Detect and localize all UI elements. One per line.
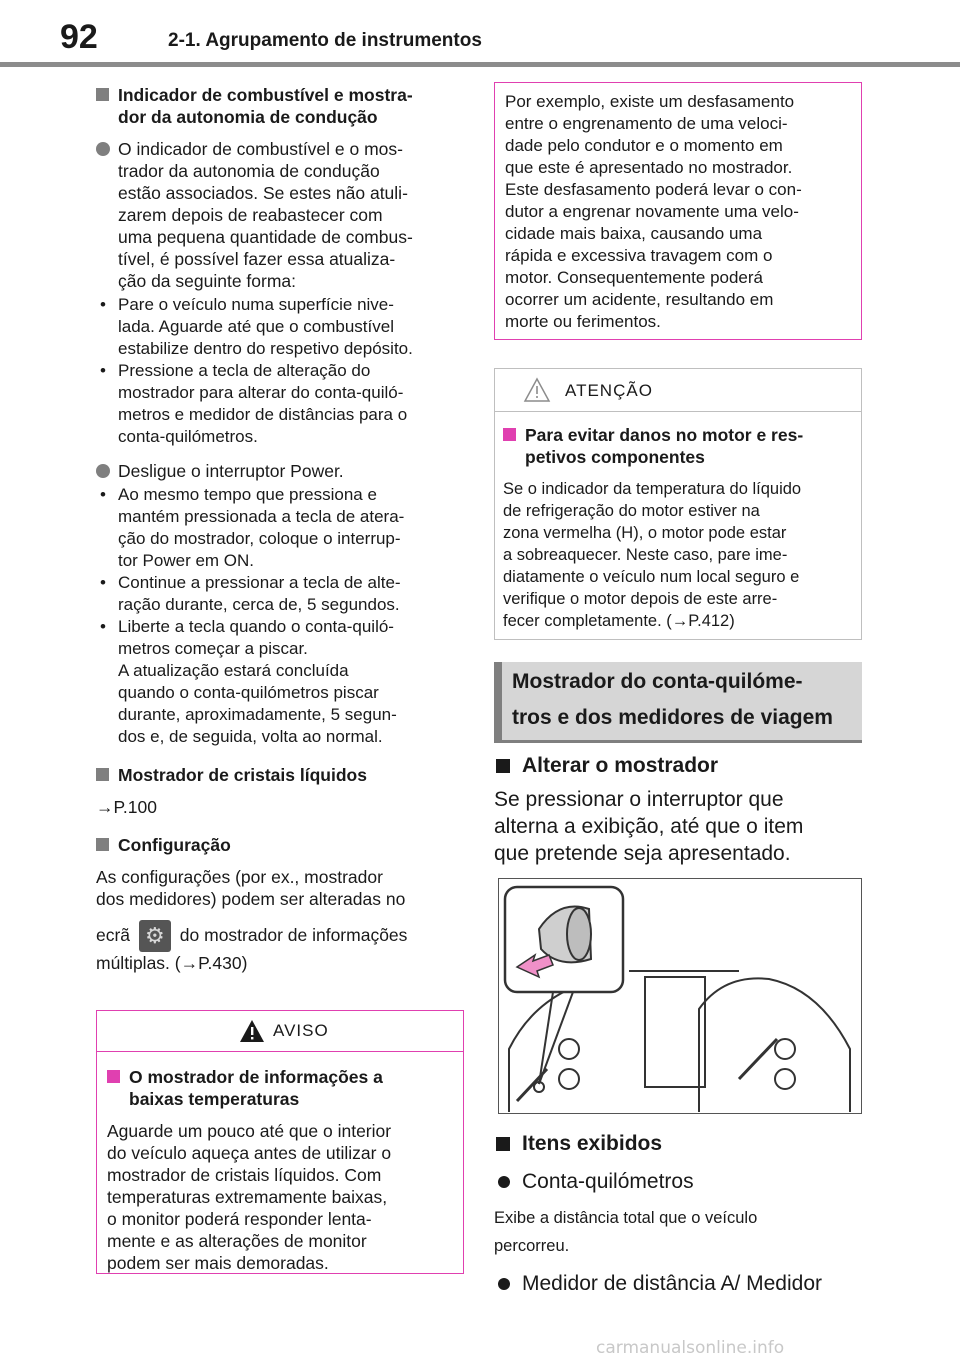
page-number: 92 <box>60 18 98 56</box>
settings-gear-icon: ⚙ <box>139 920 171 952</box>
section-banner: Mostrador do conta-quilóme- tros e dos medidores de viagem <box>494 662 862 742</box>
notice-triangle-icon <box>523 377 551 403</box>
list-item: • Pare o veículo numa superfície nive- lada. Aguarde até que o combustível estabilize dentro do respetivo depósito. <box>100 295 413 358</box>
page-header <box>0 0 960 66</box>
caution-label: AVISO <box>273 1021 329 1040</box>
notice-box: ATENÇÃO Para evitar danos no motor e res- petivos componentes Se o indicador da temperatura do líquido de refrigeração do motor estiver na zona vermelha (H), o motor pode estar a sobreaquecer. Neste caso, pare ime- diatamente o veículo num local seguro e verifique o motor depois de este arre- fecer completamente. (→P.412) <box>494 368 862 640</box>
disc-bullet-icon <box>498 1176 510 1188</box>
page-reference-link[interactable]: múltiplas. (→P.430) <box>96 953 248 974</box>
circle-bullet-icon <box>96 464 110 478</box>
header-divider <box>0 62 960 67</box>
square-bullet-icon <box>503 428 516 441</box>
circle-bullet-icon <box>96 142 110 156</box>
list-item: • Pressione a tecla de alteração do mostrador para alterar do conta-quiló- metros e medidor de distâncias para o conta-quilómetros. <box>100 361 408 446</box>
notice-heading: Para evitar danos no motor e res- petivos componentes <box>503 424 853 468</box>
square-bullet-icon <box>96 838 109 851</box>
caution-box: AVISO O mostrador de informações a baixas temperaturas Aguarde um pouco até que o interior do veículo aqueça antes de utilizar o mostrador de cristais líquidos. Com temperaturas extremamente baixas, o monitor poderá responder lenta- mente e as alterações de monitor podem ser mais demoradas. <box>96 1010 464 1274</box>
banner-divider <box>494 740 862 743</box>
square-bullet-icon <box>107 1070 120 1083</box>
watermark: carmanualsonline.info <box>596 1338 785 1358</box>
heading-fuel-indicator: Indicador de combustível e mostra- dor da autonomia de condução <box>96 84 468 128</box>
list-item: Medidor de distância A/ Medidor <box>494 1270 864 1298</box>
paragraph-power-off: Desligue o interruptor Power. <box>96 460 468 482</box>
notice-label: ATENÇÃO <box>565 381 653 400</box>
section-title: 2-1. Agrupamento de instrumentos <box>168 30 482 51</box>
warning-continuation-box: Por exemplo, existe um desfasamento entre o engrenamento de uma veloci- dade pelo condutor e o momento em que este é apresentado no mostrador. Este desfasamento poderá levar o con- dutor a engrenar novamente uma velo- cidade mais baixa, causando uma rápida e excessiva travagem com o motor. Consequentemente poderá ocorrer um acidente, resultando em morte ou ferimentos. <box>494 82 862 340</box>
square-bullet-icon <box>496 759 510 773</box>
page-reference-link[interactable]: →P.100 <box>96 797 157 817</box>
heading-lcd: Mostrador de cristais líquidos <box>96 764 468 786</box>
list-item: Conta-quilómetros <box>494 1168 864 1196</box>
change-display-section: Alterar o mostrador Se pressionar o interruptor que alterna a exibição, até que o item que pretende seja apresentado. <box>494 752 864 867</box>
instrument-cluster-illustration <box>498 878 862 1114</box>
odometer-switch-diagram <box>499 879 860 1112</box>
square-bullet-icon <box>96 88 109 101</box>
heading-configuration: Configuração <box>96 834 468 856</box>
heading-change-display: Alterar o mostrador <box>494 752 864 780</box>
heading-displayed-items: Itens exibidos <box>494 1130 864 1158</box>
warning-triangle-icon <box>239 1019 265 1043</box>
square-bullet-icon <box>496 1137 510 1151</box>
list-item: • Ao mesmo tempo que pressiona e mantém pressionada a tecla de atera- ção do mostrador, coloque o interrup- tor Power em ON. <box>100 485 405 570</box>
paragraph-fuel-sync: O indicador de combustível e o mos- trador da autonomia de condução estão associados. Se estes não atuli- zarem depois de reabastecer com uma pequena quantidade de combus- tível, é possível fazer essa atualiza- ção da seguinte forma: <box>96 138 468 292</box>
config-line-with-icon: ecrã ⚙ do mostrador de informações <box>96 918 468 952</box>
list-item: • Liberte a tecla quando o conta-quiló- metros começar a piscar. A atualização estará concluída quando o conta-quilómetros piscar durante, aproximadamente, 5 segun- dos e, de seguida, volta ao normal. <box>100 617 397 746</box>
square-bullet-icon <box>96 768 109 781</box>
page-reference-link[interactable]: fecer completamente. (→P.412) <box>503 612 735 630</box>
disc-bullet-icon <box>498 1278 510 1290</box>
left-column: Indicador de combustível e mostra- dor da autonomia de condução O indicador de combustível e o mos- trador da autonomia de condução estão associados. Se estes não atuli- zarem depois de reabastecer com uma pequena quantidade de combus- tível, é possível fazer essa atualiza- ção da seguinte forma: • Pare o veículo numa superfície nive- lada. Aguarde até que o combustível estabilize dentro do respetivo depósito. • Pressione a tecla de alteração do mostrador para alterar do conta-quiló- metros e medidor de distâncias para o conta-quilómetros. Desligue o interruptor Power. • Ao mesmo tempo que pressiona e mantém pressionada a tecla de atera- ção do mostrador, coloque o interrup- tor Power em ON. • Continue a pressionar a tecla de alte- ração durante, cerca de, 5 segundos. • Liberte a tecla quando o conta-quiló- metros começar a piscar. A atualização estará concluída quando o conta-quilómetros piscar durante, aproximadamente, 5 segun- dos e, de seguida, volta ao normal. Mostrador de cristais líquidos →P.100 Configuração As configurações (por ex., mostrador dos medidores) podem ser alteradas no ecrã ⚙ do mostrador de informações múltiplas. (→P.430) <box>96 80 468 974</box>
list-item: • Continue a pressionar a tecla de alte- ração durante, cerca de, 5 segundos. <box>100 573 401 614</box>
displayed-items-section: Itens exibidos Conta-quilómetros Exibe a distância total que o veículo percorreu. Medidor de distância A/ Medidor <box>494 1130 864 1306</box>
caution-heading: O mostrador de informações a baixas temperaturas <box>107 1066 455 1110</box>
